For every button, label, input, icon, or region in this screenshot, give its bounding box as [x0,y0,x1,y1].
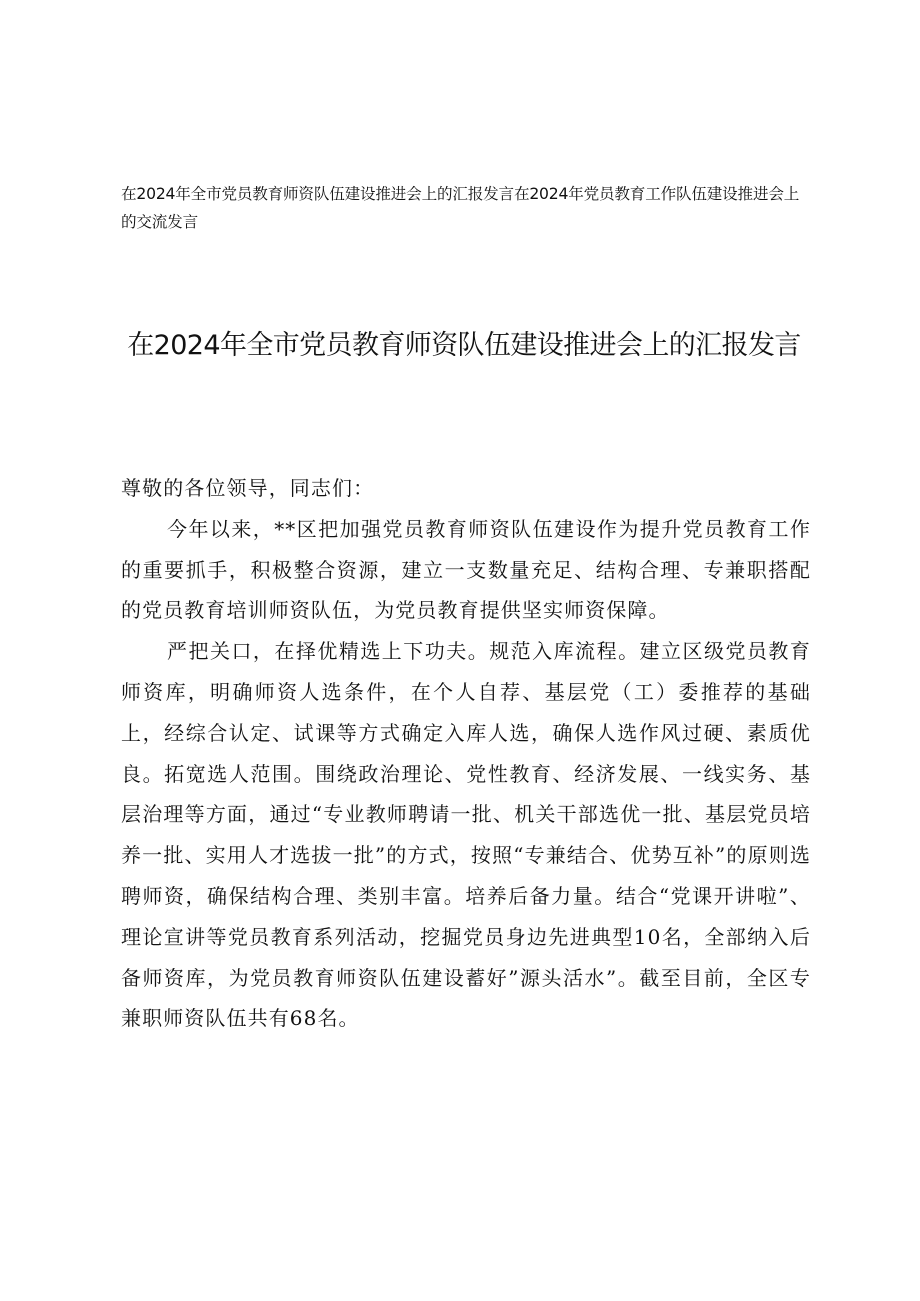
document-title: 在2024年全市党员教育师资队伍建设推进会上的汇报发言 [127,330,801,361]
salutation: 尊敬的各位领导，同志们： [121,476,375,500]
body-paragraph-intro: 今年以来，**区把加强党员教育师资队伍建设作为提升党员教育工作的重要抓手，积极整合资源，建立一支数量充足、结构合理、专兼职搭配的党员教育培训师资队伍，为党员教育提供坚实师资保障。 [121,516,811,623]
file-header: 在2024年全市党员教育师资队伍建设推进会上的汇报发言在2024年党员教育工作队伍建设推进会上的交流发言 [121,185,800,231]
body-paragraph-selection: 严把关口，在择优精选上下功夫。规范入库流程。建立区级党员教育师资库，明确师资人选条件，在个人自荐、基层党（工）委推荐的基础上，经综合认定、试课等方式确定入库人选，确保人选作风过硬、素质优良。拓宽选人范围。围绕政治理论、党性教育、经济发展、一线实务、基层治理等方面，通过“专业教师聘请一批、机关干部选优一批、基层党员培养一批、实用人才选拔一批”的方式，按照“专兼结合、优势互补”的原则选聘师资，确保结构合理、类别丰富。培养后备力量。结合“党课开讲啦”、理论宣讲等党员教育系列活动，挖掘党员身边先进典型10名，全部纳入后备师资库，为党员教育师资队伍建设蓄好”源头活水”。截至目前，全区专兼职师资队伍共有68名。 [121,639,811,1031]
document-body [121,468,811,1039]
